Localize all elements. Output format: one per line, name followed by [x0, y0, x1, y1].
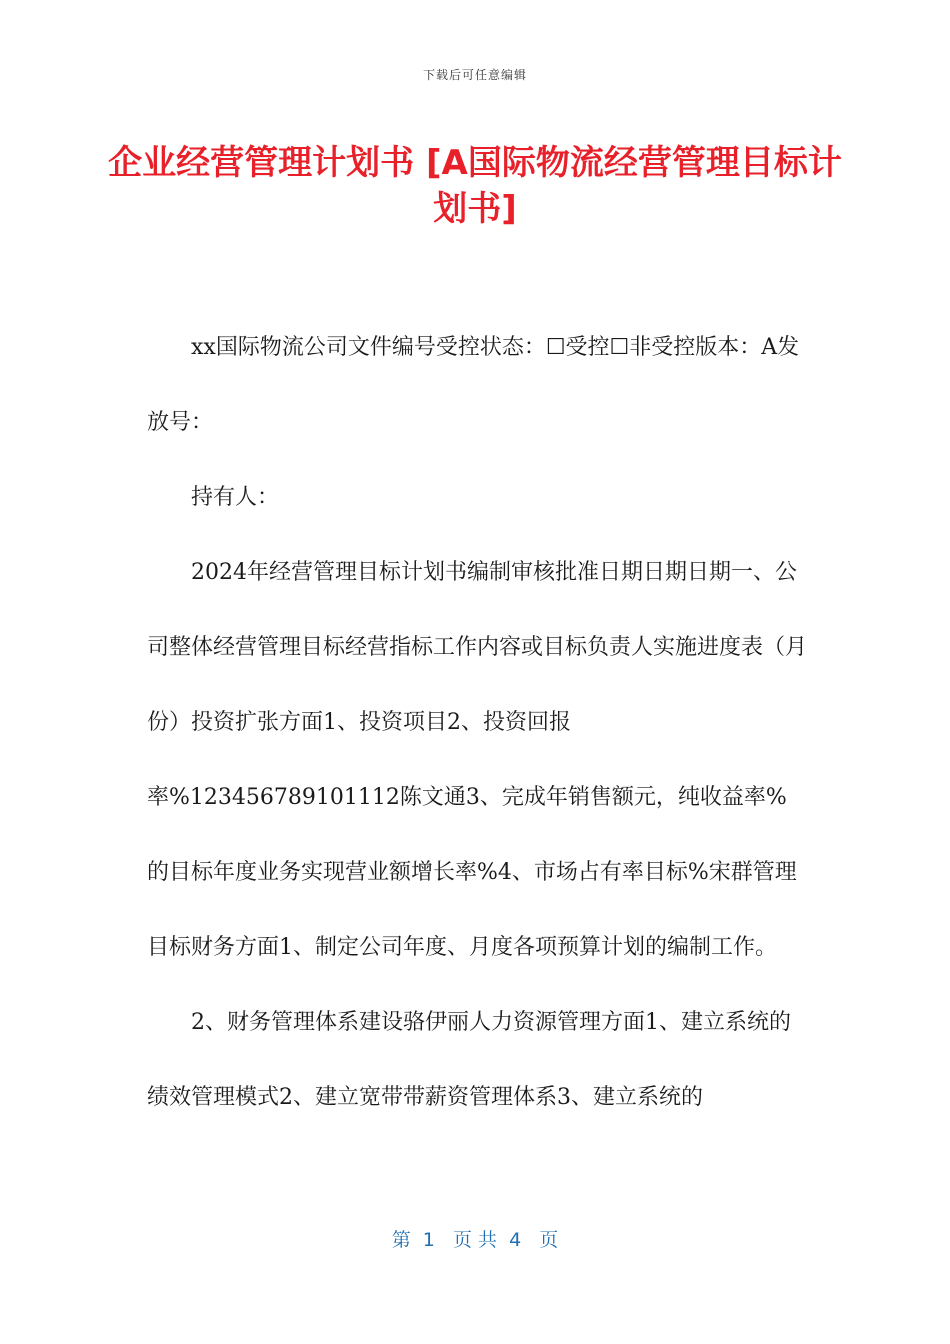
paragraph-file-info: xx国际物流公司文件编号受控状态：☐受控☐非受控版本：A发放号：	[147, 335, 800, 435]
paragraph-plan-content: 2024年经营管理目标计划书编制审核批准日期日期日期一、公司整体经营管理目标经营指标工作内容或目标负责人实施进度表（月份）投资扩张方面1、投资项目2、投资回报率%123456789101112陈文通3、完成年销售额元，纯收益率%的目标年度业务实现营业额增长率%4、市场占有率目标%宋群管理目标财务方面1、制定公司年度、月度各项预算计划的编制工作。	[147, 560, 808, 960]
paragraph-holder: 持有人：	[191, 485, 280, 510]
document-body	[147, 310, 807, 1135]
document-title: 企业经营管理计划书 [A国际物流经营管理目标计划书]	[108, 143, 842, 229]
page-header-note: 下载后可任意编辑	[422, 68, 527, 82]
page-number-footer: 第 1 页 共 4 页	[391, 1229, 559, 1251]
paragraph-finance-hr: 2、财务管理体系建设骆伊丽人力资源管理方面1、建立系统的绩效管理模式2、建立宽带带薪资管理体系3、建立系统的	[147, 1010, 791, 1110]
